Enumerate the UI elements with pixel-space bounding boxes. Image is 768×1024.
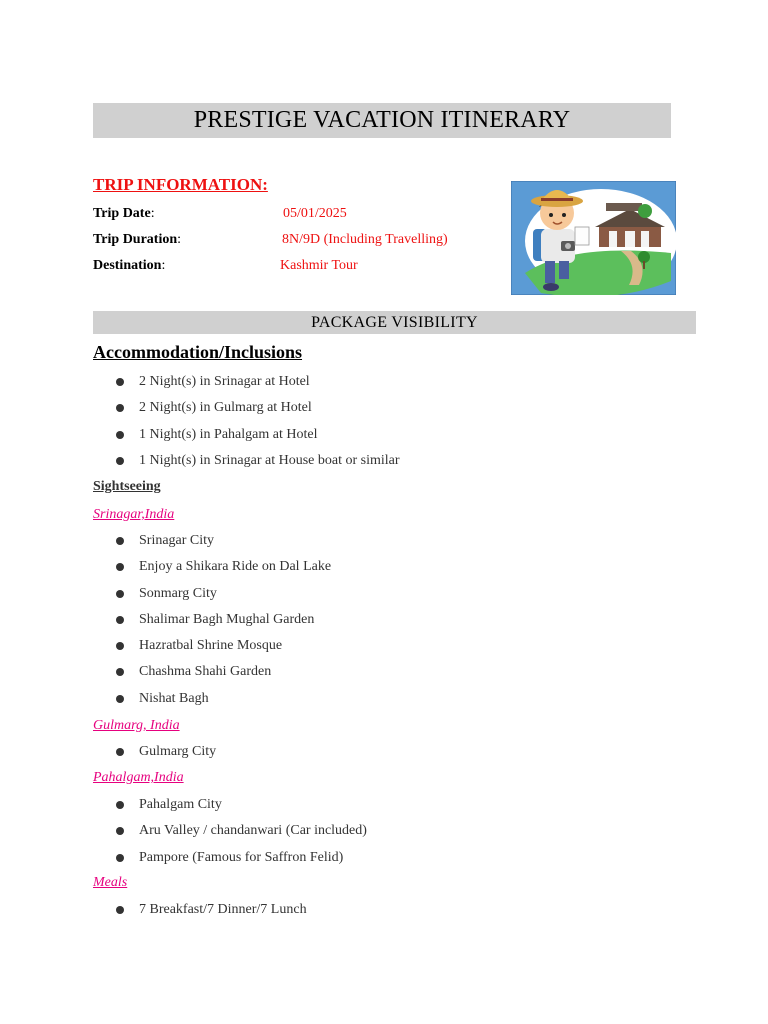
accommodation-heading: Accommodation/Inclusions <box>93 342 303 362</box>
list-item: Sonmarg City <box>116 584 331 610</box>
bullet-icon <box>116 854 124 862</box>
pahalgam-list <box>116 795 367 874</box>
trip-duration-value: 8N/9D (Including Travelling) <box>282 232 448 247</box>
list-item: Nishat Bagh <box>116 689 331 715</box>
sightseeing-heading: Sightseeing <box>93 479 161 494</box>
list-item: 2 Night(s) in Gulmarg at Hotel <box>116 398 400 424</box>
destination-label: Destination <box>93 258 162 273</box>
location-pahalgam-heading: Pahalgam,India <box>93 770 184 785</box>
traveler-illustration <box>511 181 676 295</box>
trip-date-value: 05/01/2025 <box>283 206 347 221</box>
location-gulmarg-heading: Gulmarg, India <box>93 718 180 733</box>
location-srinagar-heading: Srinagar,India <box>93 507 175 522</box>
list-item: Srinagar City <box>116 531 331 557</box>
bullet-icon <box>116 668 124 676</box>
trip-information-heading: TRIP INFORMATION: <box>93 175 268 194</box>
accommodation-list <box>116 372 400 477</box>
package-visibility-bar <box>93 311 696 334</box>
destination-value: Kashmir Tour <box>280 258 358 273</box>
package-visibility-heading: PACKAGE VISIBILITY <box>311 313 478 331</box>
gulmarg-list <box>116 742 216 768</box>
bullet-icon <box>116 827 124 835</box>
bullet-icon <box>116 616 124 624</box>
list-item: 2 Night(s) in Srinagar at Hotel <box>116 372 400 398</box>
srinagar-list <box>116 531 331 715</box>
list-item: Chashma Shahi Garden <box>116 662 331 688</box>
bullet-icon <box>116 537 124 545</box>
trip-duration-label: Trip Duration <box>93 232 178 247</box>
trip-date-label: Trip Date <box>93 206 151 221</box>
destination-row: Destination: Kashmir Tour <box>93 258 358 273</box>
bullet-icon <box>116 378 124 386</box>
list-item: 7 Breakfast/7 Dinner/7 Lunch <box>116 900 307 926</box>
bullet-icon <box>116 695 124 703</box>
list-item: Enjoy a Shikara Ride on Dal Lake <box>116 557 331 583</box>
list-item: Aru Valley / chandanwari (Car included) <box>116 821 367 847</box>
list-item: 1 Night(s) in Pahalgam at Hotel <box>116 425 400 451</box>
list-item: Gulmarg City <box>116 742 216 768</box>
list-item: Pampore (Famous for Saffron Felid) <box>116 848 367 874</box>
bullet-icon <box>116 457 124 465</box>
trip-duration-row: Trip Duration: 8N/9D (Including Travelling) <box>93 232 448 247</box>
page-title: PRESTIGE VACATION ITINERARY <box>193 107 571 133</box>
bullet-icon <box>116 801 124 809</box>
bullet-icon <box>116 590 124 598</box>
list-item: Shalimar Bagh Mughal Garden <box>116 610 331 636</box>
list-item: 1 Night(s) in Srinagar at House boat or similar <box>116 451 400 477</box>
bullet-icon <box>116 748 124 756</box>
bullet-icon <box>116 431 124 439</box>
list-item: Pahalgam City <box>116 795 367 821</box>
meals-list <box>116 900 307 926</box>
trip-date-row: Trip Date: 05/01/2025 <box>93 206 347 221</box>
bullet-icon <box>116 404 124 412</box>
meals-heading: Meals <box>93 875 128 890</box>
list-item: Hazratbal Shrine Mosque <box>116 636 331 662</box>
bullet-icon <box>116 642 124 650</box>
title-bar <box>93 103 671 138</box>
bullet-icon <box>116 563 124 571</box>
bullet-icon <box>116 906 124 914</box>
